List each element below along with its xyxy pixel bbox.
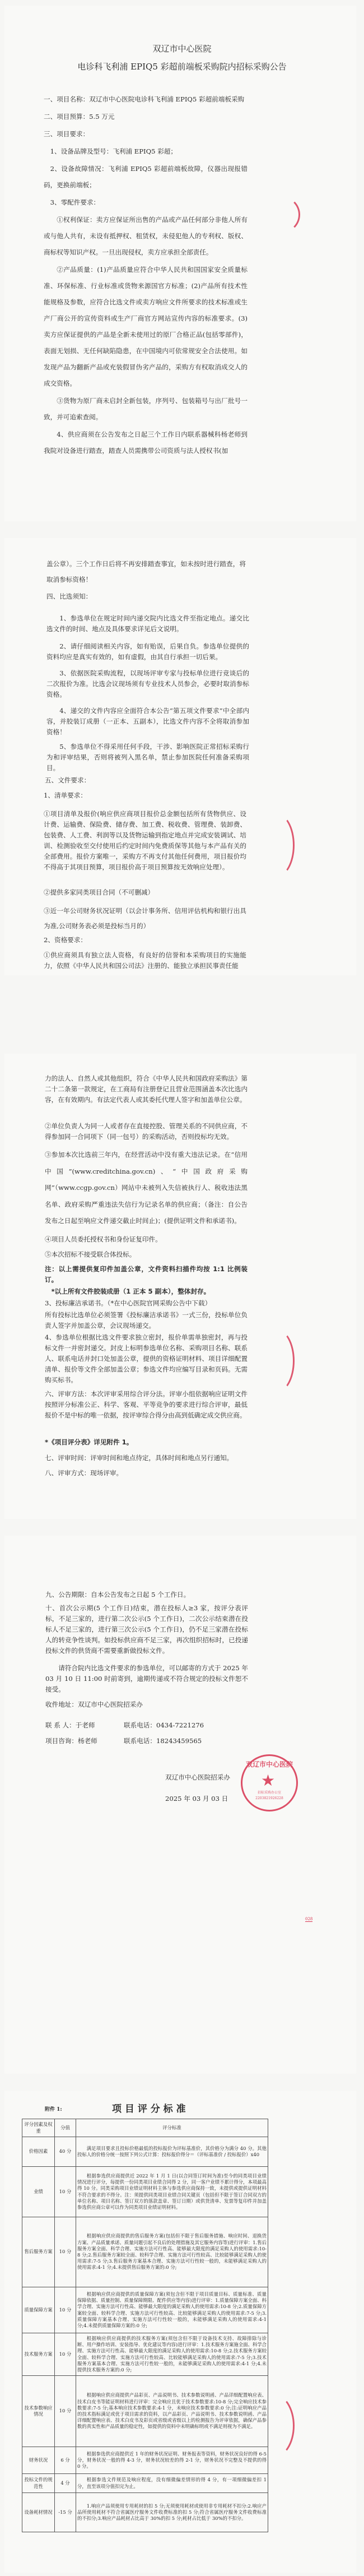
seal-edge-fragment	[263, 196, 300, 233]
score-value: 40 分	[55, 2137, 76, 2167]
paragraph-s6-note: *《项目评分表》详见附件 1。	[45, 1438, 133, 1446]
score-value: 10 分	[55, 2376, 76, 2447]
page-title: 电诊科飞利浦 EPIQ5 彩超前端板采购院内招标采购公告	[77, 62, 287, 72]
score-criteria: 根据响应供应商提供的技术服务方案(须包含但不限于设备技术支持、故障排除与诊断、用户操作培训、安装指导、优化建议等内容)进行评审：1.技术服务方案施全面、科学合理、实施方法可行性高、能够最大限度的满足采购人的使用需求:10-8 分;2.技术服务方案较全面、较科学合理、实施方法可行性较高、比较能够满足采购人的使用需求:7-5 分;3.技术服务方案基本合理、实施方法可行性较一般的，未能够满足采购人的使用需求:4-1 分;4.未提供技术服务方案的:0 分;	[76, 2333, 268, 2376]
paragraph-s5-1b: ②提供多家同类项目合同（不可删减）	[44, 888, 155, 896]
paragraph-s3-4a: 4、供应商须在公告发布之日起三个工作日内联系器械科杨老师到我院对设备进行踏查，踏查人员需携带公司资质与法人授权书(加	[44, 430, 248, 455]
paragraph-consult-phone: 联系电话：18243459565	[124, 1737, 202, 1745]
score-criteria: 1.响应产品须使用专用耗材的扣 5 分;无须使用耗材或使用非专用耗材不扣分:2.响应产品所使用耗材不符合省属医疗服务文件收费标准的扣 5 分;符合省属医疗服务文件收费标准的不扣分;3.响应产品耗材占比高于 30%的扣 5 分;耗材占比低于 30%的不扣分。	[76, 2493, 268, 2532]
paragraph-date: 2025 年 03 月 03 日	[165, 1795, 228, 1803]
column-header: 评分因素及权重	[22, 2119, 55, 2137]
seal-star-icon: ★	[261, 1771, 276, 1790]
paragraph-consult-label: 项目咨询：杨老师	[45, 1737, 97, 1745]
paragraph-address: 收件地址：双辽市中心医院招采办	[45, 1701, 143, 1708]
score-value: 10 分	[55, 2167, 76, 2217]
paragraph-note1: 注：以上需提供复印件加盖公章，文件资料扫描件均按 1:1 比例装订。	[45, 1265, 248, 1284]
score-factor: 财务状况	[22, 2447, 55, 2474]
paragraph-s5-3: 3、投标廉洁承诺书。（*在中心医院官网采购公告中下载）	[45, 1299, 212, 1307]
paragraph-note2: *以上所有文件胶装成册（1 正本 5 副本），整体封存。	[51, 1287, 211, 1295]
appendix-title: 项 目 评 分 标 准	[112, 2104, 186, 2115]
score-criteria: 满足项目要求且投标价格最低的投标报价为评标基准价，其价格分为满分 40 分。其他投标人的价格分统一按照下列公式计算：投标报价得分＝（评标基准价 / 投标报价）x40	[76, 2137, 268, 2167]
paragraph-s4-2: 2、请仔细阅读相关内容，如有贻误，后果自负。参选单位提供的资料均应是真实有效的，如有虚假，由其自行承担一切后果。	[46, 642, 249, 661]
table-row	[22, 2333, 268, 2376]
paragraph-s5-2e: ⑤本次招标不接受联合体投标。	[45, 1250, 136, 1258]
paragraph-s8: 八、评审方式：现场评审。	[45, 1469, 123, 1477]
paragraph-s5-2d: ④项目人员委托授权书和身份证复印件。	[45, 1235, 162, 1243]
score-factor: 技术服务方案	[22, 2333, 55, 2376]
paragraph-s4-1: 1、参选单位在规定时间内递交院内比选文件至指定地点。递交比选文件的时间、地点及具体要求详见后文说明。	[46, 614, 249, 633]
score-factor: 设备耗材情况	[22, 2493, 55, 2532]
score-criteria: 根据参选文件规范及响应程度，没有细微偏差情形的得 4 分，有一项细微偏差扣 1 分，直至该项分值扣完为止。	[76, 2474, 268, 2493]
score-criteria: 根据响应供应商提供产品彩页、产品说明书、技术参数说明函、产品详细配置响应表、技术白皮书等能证明材料进行评审：完全响应且优于技术参数要求:10-8 分;完全响应技术参数要求:7-5 分;基本响应技术参数要求:4-1 分，未响应技术参数要求:0 分;注:证明响应产品的技术指标满足或优于项目需求的资料，以产品彩页、产品说明书、技术参数说明函、产品详细配置响应表、技术白皮书及彩页或省级或省级以上的检测报告为评审依据，确保产品参数的真实性和产品质量的稳定性，如提供的资料中未明确标明或不满足则视为不满足。	[76, 2376, 268, 2447]
paragraph-s3-2: 2、设备故障情况：飞利浦 EPIQ5 彩超前端板故障，仪器出现报错码，更换前端板；	[44, 165, 248, 189]
paragraph-s5-2b: ②单位负责人为同一人或者存在直接控股、管理关系的不同供应商，不得参加同一合同项下（同一包号）的采购活动，否则投标均无效。	[45, 1122, 248, 1141]
paragraph-s5-2a2: 力的法人、自然人或其他组织，符合《中华人民共和国政府采购法》第二十二条第一款规定，在工商局有注册登记且营业范围涵盖本次比选内容，在有效期内。有法定代表人或其委托代理人签字和加盖单位公章。	[45, 1074, 248, 1104]
paragraph-s3-3: 3、零配件要求：	[50, 198, 100, 206]
paragraph-s5-1a: ①项目清单及报价(响应供应商项目报价总金额包括所有货物供应、设计费、运输费、保险费、储存费、加工费、税收费、管理费、装卸费、包装费、人工费、利润等以及货物运输到指定地点并完成安装调试、培训、检测验收至交付使用后约定时间内免费质保等其他与本产品有关的全部费用。报价方案唯一，采购方不再支付其他任何费用，项目报价均不得高于其项目预算，项目报价高于项目预算按无效响应处理）。	[44, 810, 246, 871]
paragraph-s3-3c: ③货物为原厂商未启封全新包装，序列号、包装箱号与出厂批号一致，并可追索查阅。	[44, 397, 248, 421]
score-criteria: 根据参选供应商提供近 1 年的财务状况证明、财务报表等资料，财务状况良好的得 6-5 分，财务状况一般的得 4-3 分，财务状况较差的得 2-1 分，财务状况不完整及不提供的得 0 分。	[76, 2447, 268, 2474]
table-row	[22, 2137, 268, 2167]
score-value: -15 分	[55, 2493, 76, 2532]
paragraph-s1: 一、项目名称：双辽市中心医院电诊科飞利浦 EPIQ5 彩超前端板采购	[44, 95, 245, 103]
seal-code: 2203821926228	[255, 1796, 283, 1800]
hospital-name: 双辽市中心医院	[152, 44, 212, 54]
score-factor: 技术参数响应情况	[22, 2376, 55, 2447]
paragraph-s5-1c: ③近一年公司财务状况证明（以会计事务所、信用评估机构和银行出具为准,公司财务表必须是投标当月的）	[44, 907, 246, 930]
paragraph-s4-3: 3、依据医院采购流程，以现场评审专家与投标单位进行竞谈后的二次报价为准。比选会议现场须有专业技术人员参会，必要时取消参标资格。	[46, 669, 249, 698]
paragraph-s3: 三、项目要求：	[44, 130, 90, 138]
score-factor: 价格因素	[22, 2137, 55, 2167]
table-row	[22, 2376, 268, 2447]
official-seal	[241, 1754, 298, 1811]
paragraph-s5-2c: ③参加本次比选前三年内，在经营活动中没有重大违法记录。在“信用中国”(www.creditchina.gov.cn)、“中国政府采购网”（www.ccgp.gov.cn）网站中未被列入失信被执行人、税收违法黑名单、政府采购严重违法失信行为记录名单的供应商；（备注：自公告发布之日起至响应文件递交截止时间止)；(提供证明文件和承诺书)。	[45, 1151, 248, 1225]
paragraph-s3-3b: ②产品质量：(1)产品质量应符合中华人民共和国国家安全质量标准、环保标准、行业标准或货物来源国官方标准；(2)产品所有技术性能规格及参数，应符合比选文件或卖方响应文件所要求的技术标准或生产厂商公开的宣传资料或生产厂商官方网站宣传内容的标准要求。(3)卖方应保证提供的产品是全新未使用过的原厂合格正品(包括零部件)，表面无划损、无任何缺陷隐患，在中国境内可依常规安全合法使用。如发现产品为翻新产品或充装假冒伪劣产品的，采购方有权取消成交人的成交资格。	[44, 266, 248, 387]
paragraph-s4: 四、比选须知：	[46, 592, 92, 600]
table-row	[22, 2493, 268, 2532]
seal-edge-fragment	[258, 1328, 295, 1393]
seal-sub: 招标采购办公室	[257, 1791, 281, 1795]
column-header: 分值	[55, 2119, 76, 2137]
score-value: 10 分	[55, 2217, 76, 2287]
paragraph-s2: 二、项目预算：5.5 万元	[44, 113, 115, 121]
score-value: 6 分	[55, 2447, 76, 2474]
score-factor: 售后服务方案	[22, 2217, 55, 2287]
table-row	[22, 2447, 268, 2474]
seal-text: 双辽市中心医院	[245, 1760, 293, 1768]
table-row	[22, 2287, 268, 2333]
paragraph-contact-phone: 联系电话：0434-7221276	[124, 1721, 204, 1729]
paragraph-s5-1: 1、清单要求：	[44, 791, 87, 799]
paragraph-s4-4: 4、递交的文件内容应全面符合本公告“第五项文件要求”中全部内容，并胶装订成册（一正本、五副本），比选文件内容不全将取消参加资格！	[46, 707, 249, 736]
paragraph-s9: 九、公告期限：自本公告发布之日起 5 个工作日。	[45, 1591, 190, 1599]
paragraph-s3-1: 1、设备品牌及型号：飞利浦 EPIQ5 彩超；	[50, 147, 177, 155]
score-criteria: 根据响应供应商提供的售后服务方案(包括但不限于售后服务措施、响应时间、退换货方案、产品质量承诺、质量问题引起不良后的处理措施及其它服务内容等)进行评审：1.售后服务方案全面、科学合理、实施方法可行性高、能够最大限度的满足采购人的使用需求:10-8 分;2.售后服务方案较全面、较科学合理、实施方法可行性较高、比较能够满足采购人的使用需求:7-5 分;3.售后服务方案基本合理、实施方法可行性较一般的，未能够满足采购人的使用需求:4-1 分;4.未提供售后服务方案的:0 分;	[76, 2217, 268, 2287]
seal-edge-fragment	[258, 813, 295, 878]
score-factor: 投标文件的规范性	[22, 2474, 55, 2493]
paragraph-s5: 五、文件要求：	[45, 776, 91, 784]
score-value: 10 分	[55, 2333, 76, 2376]
paragraph-s7: 七、评审时间：评审时间和地点待定，具体时间和地点另行通知。	[45, 1454, 234, 1462]
score-factor: 质量保障方案	[22, 2287, 55, 2333]
column-header: 评分标准	[76, 2119, 268, 2137]
paragraph-s5-2a1: ①供应商须具有独立法人资格，有良好的信誉和本采购项目的实施能力，依照《中华人民共和国公司法》注册的、能独立承担民事责任能	[44, 951, 246, 970]
table-row	[22, 2217, 268, 2287]
score-value: 4 分	[55, 2474, 76, 2493]
scoring-table	[22, 2119, 268, 2532]
paragraph-signature: 双辽市中心医院招采办	[165, 1773, 230, 1781]
paragraph-s5-4: 4、参选单位根据比选文件要求独立密封，报价单需单独密封，再与投标文件一并密封递交。封皮上标明参选单位名称、采购项目名称、联系人、联系电话并封口处加盖公章，提供的资格证明材料、项目详细配置清单、报价等文件全部加盖公章；参选文件均应编写目录和页码。无需购买标书。	[45, 1333, 248, 1384]
score-value: 10 分	[55, 2287, 76, 2333]
paragraph-s5-2: 2、资格要求：	[44, 936, 87, 944]
page-mark: 028	[305, 1917, 313, 1921]
table-row	[22, 2167, 268, 2217]
paragraph-s6: 六、评审方法：本次评审采用综合评分法。评审小组依据响应证明文件按照评分标准公正、科学、客观、平等竞争的要求进行综合评审，最低报价不是中标的唯一依据，按评审综合得分由高到低确定成交供应商。	[45, 1390, 248, 1419]
score-criteria: 根据参选供应商提供近 2022 年 1 月 1 日(以合同签订时间为准)至今的同类项目业绩情况进行评分，每提供一份同类项目业绩合同得 2 分，同一客户业绩不累计得分，本项最高得 10 分。同类采购项目业绩证明材料主体与参选供应商保持一致，未提供或提供证明材料不符合要求的不得分。注：须提供同类项目业绩合同关键页（包括但不限于签订合同双方的单位名称、项目名称、签订双方的落款盖章、签订日期）或供货清单、发票等复印件并加盖参选供应商公章可以作为同类项目业绩证明材料。	[76, 2167, 268, 2217]
table-row	[22, 2474, 268, 2493]
paragraph-s4-5: 5、参选单位不得采用任何手段，干涉、影响医院正常招标采购行为和评审结果，否则将被列入黑名单，禁止参加医院任何准备采购项目。	[46, 743, 249, 772]
appendix-label: 附件 1:	[45, 2107, 62, 2112]
paragraph-s3-3a: ①权利保证：卖方应保证所出售的产品或产品任何部分非他人所有或与他人共有，未设有抵押权、租赁权，未侵犯他人的专利权、版权、商标权等知识产权。一旦出现侵权，卖方应承担全部责任。	[44, 216, 248, 256]
paragraph-s10: 十、首次公示期(5 个工作日)结束，潜在投标人≥3 家，按评分表评标，不足三家的，进行第二次公示(5 个工作日)，二次公示结束潜在投标人不足三家的，进行第三次公示(5 个工作日)，仍不足三家潜在投标人的转竞争性谈判。如投标供应商不足三家，再次组织招标时，已投递投标文件的供货商不需要重新做投标文件。	[45, 1604, 248, 1655]
paragraph-contact-label: 联 系 人：于老师	[45, 1721, 95, 1729]
score-factor: 业绩	[22, 2167, 55, 2217]
paragraph-s5-3a: 所有投标比选单位必须签署《投标廉洁承诺书》一式三份，投标单位负责人签字并加盖公章，会议现场递交。	[45, 1311, 248, 1329]
paragraph-s3-4b: 盖公章）。三个工作日后将不再安排踏查事宜，如未按时进行踏查，将取消参标资格！	[46, 560, 246, 583]
score-criteria: 根据响应供应商提供的质量保障方案(须包含但不限于项目质量目标、质量标准、质量保障依据、质量控制、质量保障期限、配件供应等内容)进行评审：1.质量保障方案全面、科学合理、实施方法可行性高、能够最大限度的满足采购人的使用需求:10-8 分;2.质量保障方案较全面、较科学合理、实施方法可行性较高、比较能够满足采购人的使用需求:7-5 分;3.质量保障方案基本合理、实施方法可行性较一般的，未能够满足采购人的使用需求:4-1 分;4.未提供质量保障方案的:0 分;	[76, 2287, 268, 2333]
paragraph-s10b: 请符合院内比选文件要求的参选单位，可以邮寄的方式于 2025 年 03 月 10 日 11:00 时前寄到，逾期传递或不符合规定的投标文件恕不接受。	[45, 1664, 248, 1693]
